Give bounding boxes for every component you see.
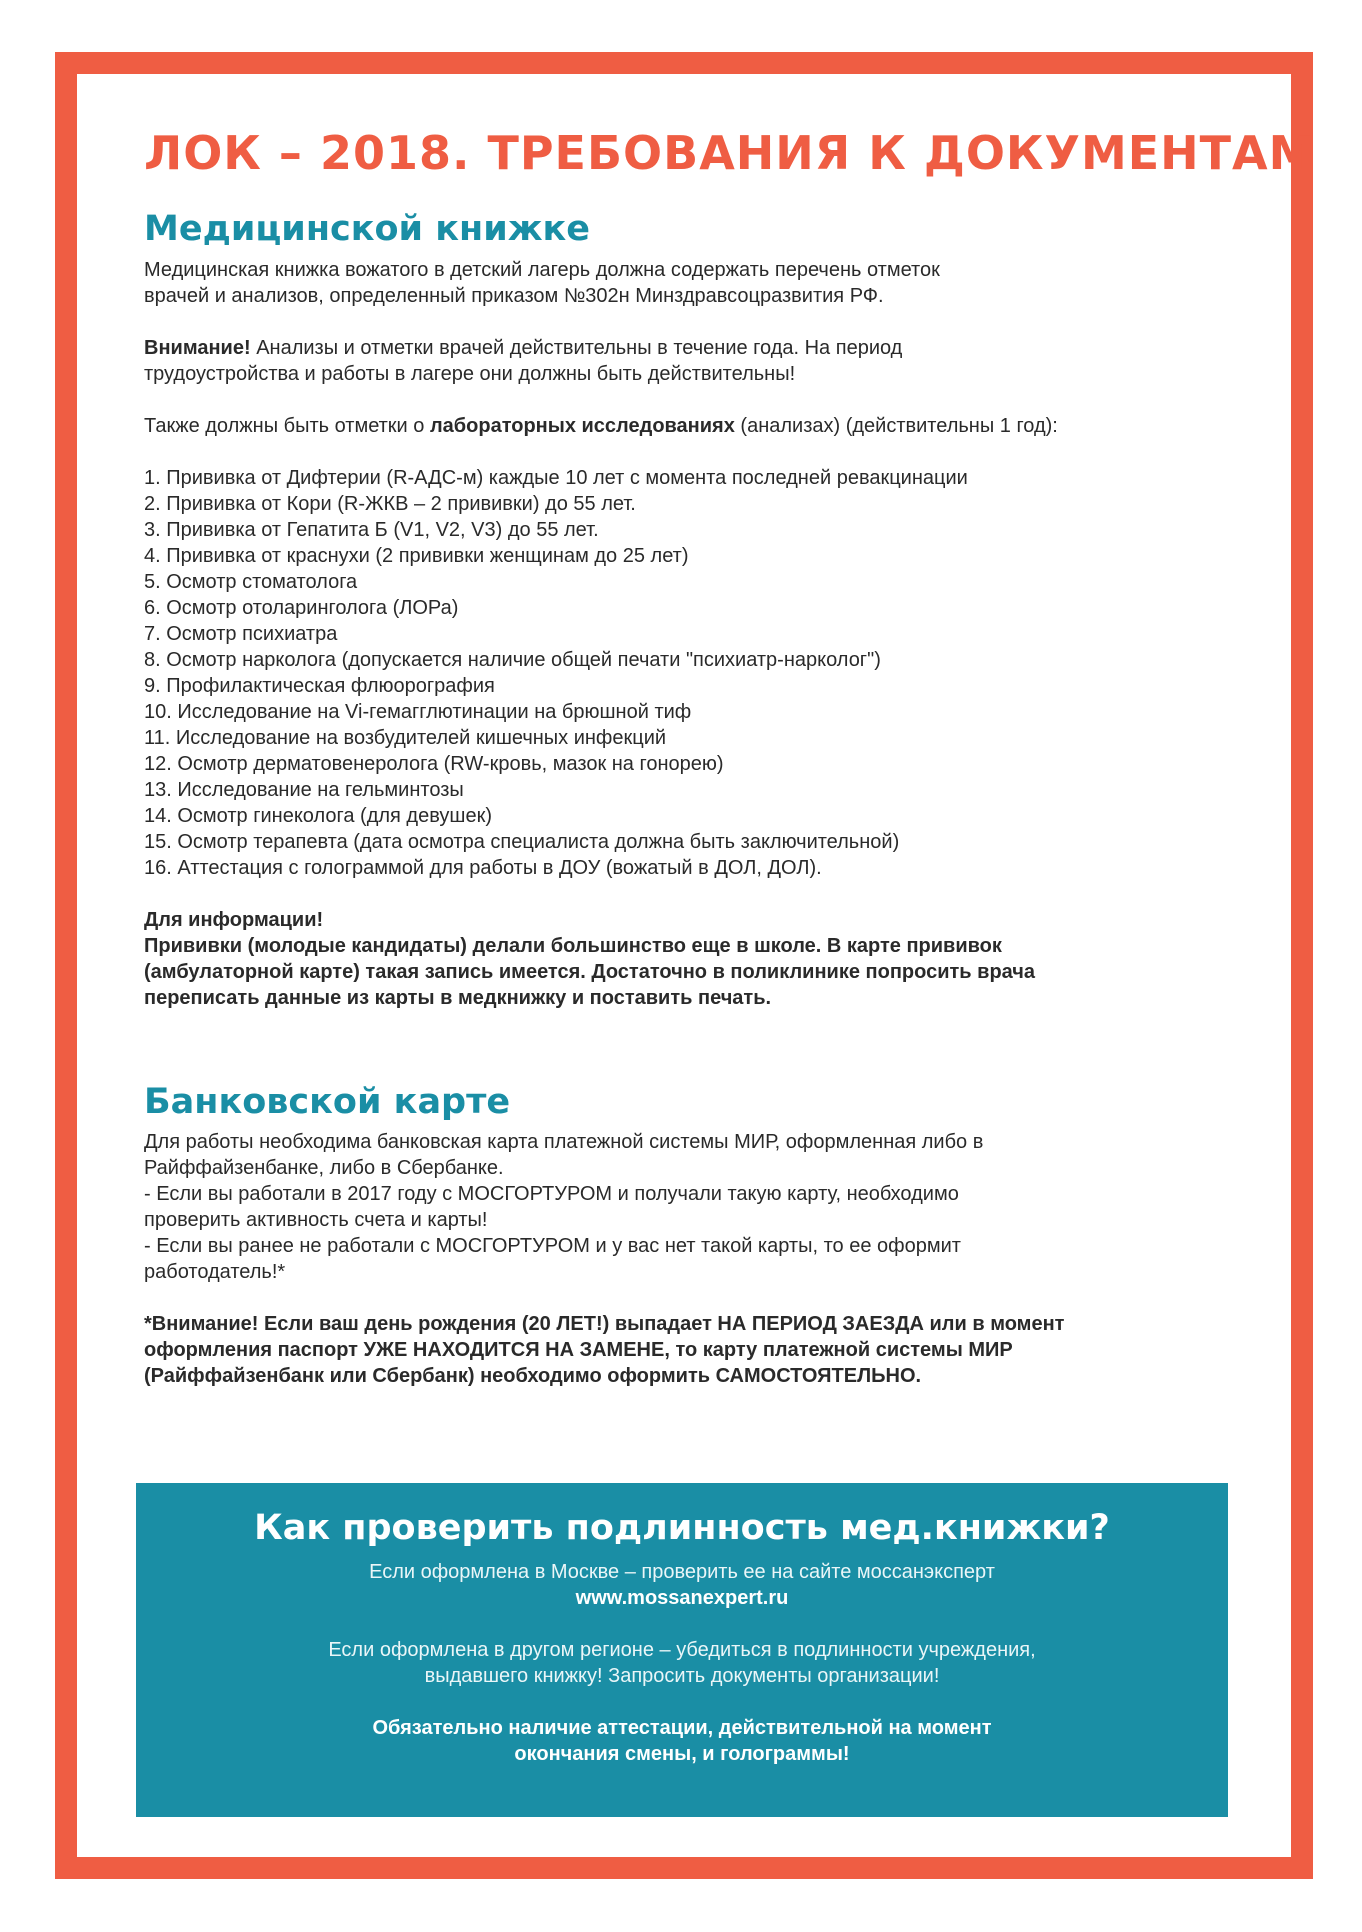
check-authenticity-box bbox=[136, 1483, 1228, 1817]
note-line: оформления паспорт УЖЕ НАХОДИТСЯ НА ЗАМЕНЕ, то карту платежной системы МИР bbox=[144, 1339, 1013, 1361]
bankcard-line: - Если вы ранее не работали с МОСГОРТУРОМ и у вас нет такой карты, то ее оформит bbox=[144, 1235, 961, 1257]
website-link[interactable]: www.mossanexpert.ru bbox=[575, 1587, 789, 1609]
bankcard-note bbox=[144, 1311, 1224, 1389]
main-content bbox=[144, 126, 1316, 1389]
final-line: Обязательно наличие аттестации, действительной на момент bbox=[372, 1717, 992, 1739]
list-item: 10. Исследование на Vi-гемагглютинации на брюшной тиф bbox=[144, 700, 692, 723]
bankcard-line: - Если вы работали в 2017 году с МОСГОРТУРОМ и получали такую карту, необходимо bbox=[144, 1183, 959, 1205]
medbook-info bbox=[144, 907, 1224, 1011]
warning-line bbox=[144, 335, 1224, 361]
final-text bbox=[136, 1715, 1228, 1767]
warning-label: Внимание! bbox=[144, 336, 251, 359]
list-item: 12. Осмотр дерматовенеролога (RW-кровь, мазок на гонорею) bbox=[144, 752, 724, 775]
lab-bold: лабораторных исследованиях bbox=[429, 414, 735, 437]
region-line: выдавшего книжку! Запросить документы организации! bbox=[424, 1665, 940, 1687]
section-title-bankcard: Банковской карте bbox=[144, 1081, 511, 1122]
list-item: 2. Прививка от Кори (R-ЖКВ – 2 прививки) до 55 лет. bbox=[144, 492, 636, 515]
info-line: Прививки (молодые кандидаты) делали большинство еще в школе. В карте прививок bbox=[144, 934, 1002, 957]
region-text bbox=[136, 1637, 1228, 1689]
check-box-title: Как проверить подлинность мед.книжки? bbox=[254, 1508, 1110, 1548]
moscow-line: Если оформлена в Москве – проверить ее на сайте моссанэксперт bbox=[369, 1561, 995, 1583]
requirements-list bbox=[144, 465, 1224, 881]
warning-line: трудоустройства и работы в лагере они должны быть действительны! bbox=[144, 362, 796, 385]
list-item: 16. Аттестация с голограммой для работы в ДОУ (вожатый в ДОЛ, ДОЛ). bbox=[144, 856, 822, 879]
list-item: 7. Осмотр психиатра bbox=[144, 622, 338, 645]
bankcard-line: проверить активность счета и карты! bbox=[144, 1209, 488, 1231]
intro-line: врачей и анализов, определенный приказом №302н Минздравсоцразвития РФ. bbox=[144, 284, 884, 307]
list-item: 6. Осмотр отоларинголога (ЛОРа) bbox=[144, 596, 459, 619]
list-item: 9. Профилактическая флюорография bbox=[144, 674, 495, 697]
note-line: *Внимание! Если ваш день рождения (20 ЛЕТ!) выпадает НА ПЕРИОД ЗАЕЗДА или в момент bbox=[144, 1313, 1065, 1335]
region-line: Если оформлена в другом регионе – убедиться в подлинности учреждения, bbox=[328, 1639, 1036, 1661]
info-line: Для информации! bbox=[144, 908, 324, 931]
lab-line bbox=[144, 413, 1224, 439]
final-line: окончания смены, и голограммы! bbox=[514, 1743, 850, 1765]
list-item: 14. Осмотр гинеколога (для девушек) bbox=[144, 804, 492, 827]
list-item: 3. Прививка от Гепатита Б (V1, V2, V3) до 55 лет. bbox=[144, 518, 599, 541]
warning-text: Анализы и отметки врачей действительны в течение года. На период bbox=[250, 336, 903, 359]
list-item: 1. Прививка от Дифтерии (R-АДС-м) каждые 10 лет с момента последней ревакцинации bbox=[144, 466, 968, 489]
list-item: 13. Исследование на гельминтозы bbox=[144, 778, 464, 801]
list-item: 5. Осмотр стоматолога bbox=[144, 570, 358, 593]
bankcard-line: работодатель!* bbox=[144, 1261, 286, 1283]
bankcard-line: Райффайзенбанке, либо в Сбербанке. bbox=[144, 1157, 504, 1179]
list-item: 11. Исследование на возбудителей кишечных инфекций bbox=[144, 726, 667, 749]
bankcard-line: Для работы необходима банковская карта платежной системы МИР, оформленная либо в bbox=[144, 1131, 984, 1153]
info-line: переписать данные из карты в медкнижку и поставить печать. bbox=[144, 986, 772, 1009]
note-line: (Райффайзенбанк или Сбербанк) необходимо оформить САМОСТОЯТЕЛЬНО. bbox=[144, 1365, 922, 1387]
medbook-warning bbox=[144, 335, 1224, 387]
info-line: (амбулаторной карте) такая запись имеется. Достаточно в поликлинике попросить врача bbox=[144, 960, 1036, 983]
list-item: 8. Осмотр нарколога (допускается наличие общей печати "психиатр-нарколог") bbox=[144, 648, 881, 671]
bankcard-text bbox=[144, 1129, 1224, 1285]
intro-line: Медицинская книжка вожатого в детский лагерь должна содержать перечень отметок bbox=[144, 258, 940, 281]
lab-after: (анализах) (действительны 1 год): bbox=[734, 414, 1058, 437]
medbook-intro bbox=[144, 257, 1224, 309]
list-item: 4. Прививка от краснухи (2 прививки женщинам до 25 лет) bbox=[144, 544, 689, 567]
lab-before: Также должны быть отметки о bbox=[144, 414, 430, 437]
page-title: ЛОК – 2018. ТРЕБОВАНИЯ К ДОКУМЕНТАМ bbox=[144, 126, 1316, 180]
list-item: 15. Осмотр терапевта (дата осмотра специалиста должна быть заключительной) bbox=[144, 830, 900, 853]
section-title-medbook: Медицинской книжке bbox=[144, 209, 591, 249]
